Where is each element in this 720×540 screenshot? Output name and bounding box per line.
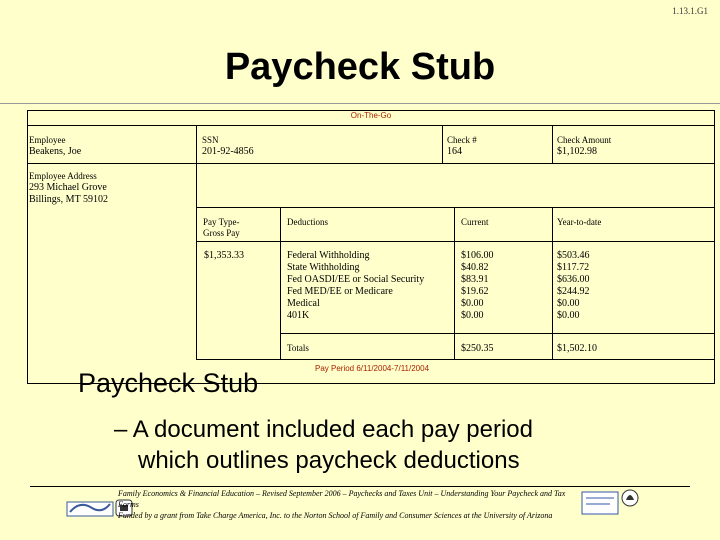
ytd-value: $0.00 <box>557 310 580 321</box>
footer-text <box>118 488 578 521</box>
stub-vline-deductions <box>280 207 281 359</box>
gross-pay-value: $1,353.33 <box>204 250 244 261</box>
totals-current: $250.35 <box>461 343 494 354</box>
address-line1: 293 Michael Grove <box>29 182 107 193</box>
deduction-name: 401K <box>287 310 310 321</box>
ssn-value: 201-92-4856 <box>202 146 254 157</box>
stub-line-top <box>28 125 714 126</box>
deduction-name: State Withholding <box>287 262 360 273</box>
deduction-names <box>287 250 424 322</box>
check-value: 164 <box>447 146 462 157</box>
bullet-text <box>114 414 533 476</box>
ytd-value: $117.72 <box>557 262 590 273</box>
amount-label: Check Amount <box>557 135 612 145</box>
title-divider <box>0 103 720 104</box>
deductions-header: Deductions <box>287 217 328 227</box>
ytd-value: $503.46 <box>557 250 590 261</box>
bullet-line2: which outlines paycheck deductions <box>138 447 520 474</box>
current-value: $19.62 <box>461 286 489 297</box>
ytd-value: $244.92 <box>557 286 590 297</box>
employee-label: Employee <box>29 135 66 145</box>
university-logo <box>580 486 642 522</box>
stub-vline-amount <box>552 125 553 163</box>
ytd-value: $636.00 <box>557 274 590 285</box>
deduction-ytd <box>557 250 590 322</box>
paytype-label <box>203 217 240 239</box>
current-header: Current <box>461 217 489 227</box>
stub-line-row1 <box>28 163 714 164</box>
footer-line2: Funded by a grant from Take Charge America, Inc. to the Norton School of Family and Consumer Sciences at the University of Arizona <box>118 511 553 520</box>
deduction-current <box>461 250 494 322</box>
stub-line-totals <box>280 333 714 334</box>
totals-label: Totals <box>287 343 309 353</box>
totals-ytd: $1,502.10 <box>557 343 597 354</box>
current-value: $106.00 <box>461 250 494 261</box>
address-line2: Billings, MT 59102 <box>29 194 108 205</box>
page-title: Paycheck Stub <box>224 46 496 88</box>
stub-vline-ytd <box>552 207 553 359</box>
stub-vline-check <box>442 125 443 163</box>
check-label: Check # <box>447 135 477 145</box>
subtitle: Paycheck Stub <box>78 368 259 398</box>
slide-number: 1.13.1.G1 <box>672 6 708 16</box>
stub-vline-1 <box>196 125 197 359</box>
stub-line-deductions <box>196 241 714 242</box>
deduction-name: Fed MED/EE or Medicare <box>287 286 393 297</box>
deduction-name: Fed OASDI/EE or Social Security <box>287 274 425 285</box>
stub-line-bottom <box>196 359 714 360</box>
ytd-header: Year-to-date <box>557 217 602 227</box>
paytype-label-line1: Pay Type- <box>203 217 240 227</box>
current-value: $0.00 <box>461 298 484 309</box>
footer-line1: Family Economics & Financial Education – Revised September 2006 – Paychecks and Taxes Unit – Understanding Your Paycheck and Tax Forms <box>118 489 566 509</box>
current-value: $83.91 <box>461 274 489 285</box>
bullet-line1: – A document included each pay period <box>114 416 533 443</box>
pay-period: Pay Period 6/11/2004-7/11/2004 <box>315 364 430 373</box>
employee-value: Beakens, Joe <box>29 146 82 157</box>
stub-brand: On-The-Go <box>350 111 392 120</box>
ssn-label: SSN <box>202 135 219 145</box>
address-label: Employee Address <box>29 171 97 181</box>
paycheck-stub <box>27 110 715 384</box>
current-value: $0.00 <box>461 310 484 321</box>
stub-vline-current <box>454 207 455 359</box>
amount-value: $1,102.98 <box>557 146 597 157</box>
paytype-label-line2: Gross Pay <box>203 228 240 238</box>
deduction-name: Federal Withholding <box>287 250 370 261</box>
stub-line-header <box>196 207 714 208</box>
current-value: $40.82 <box>461 262 489 273</box>
ytd-value: $0.00 <box>557 298 580 309</box>
deduction-name: Medical <box>287 298 320 309</box>
